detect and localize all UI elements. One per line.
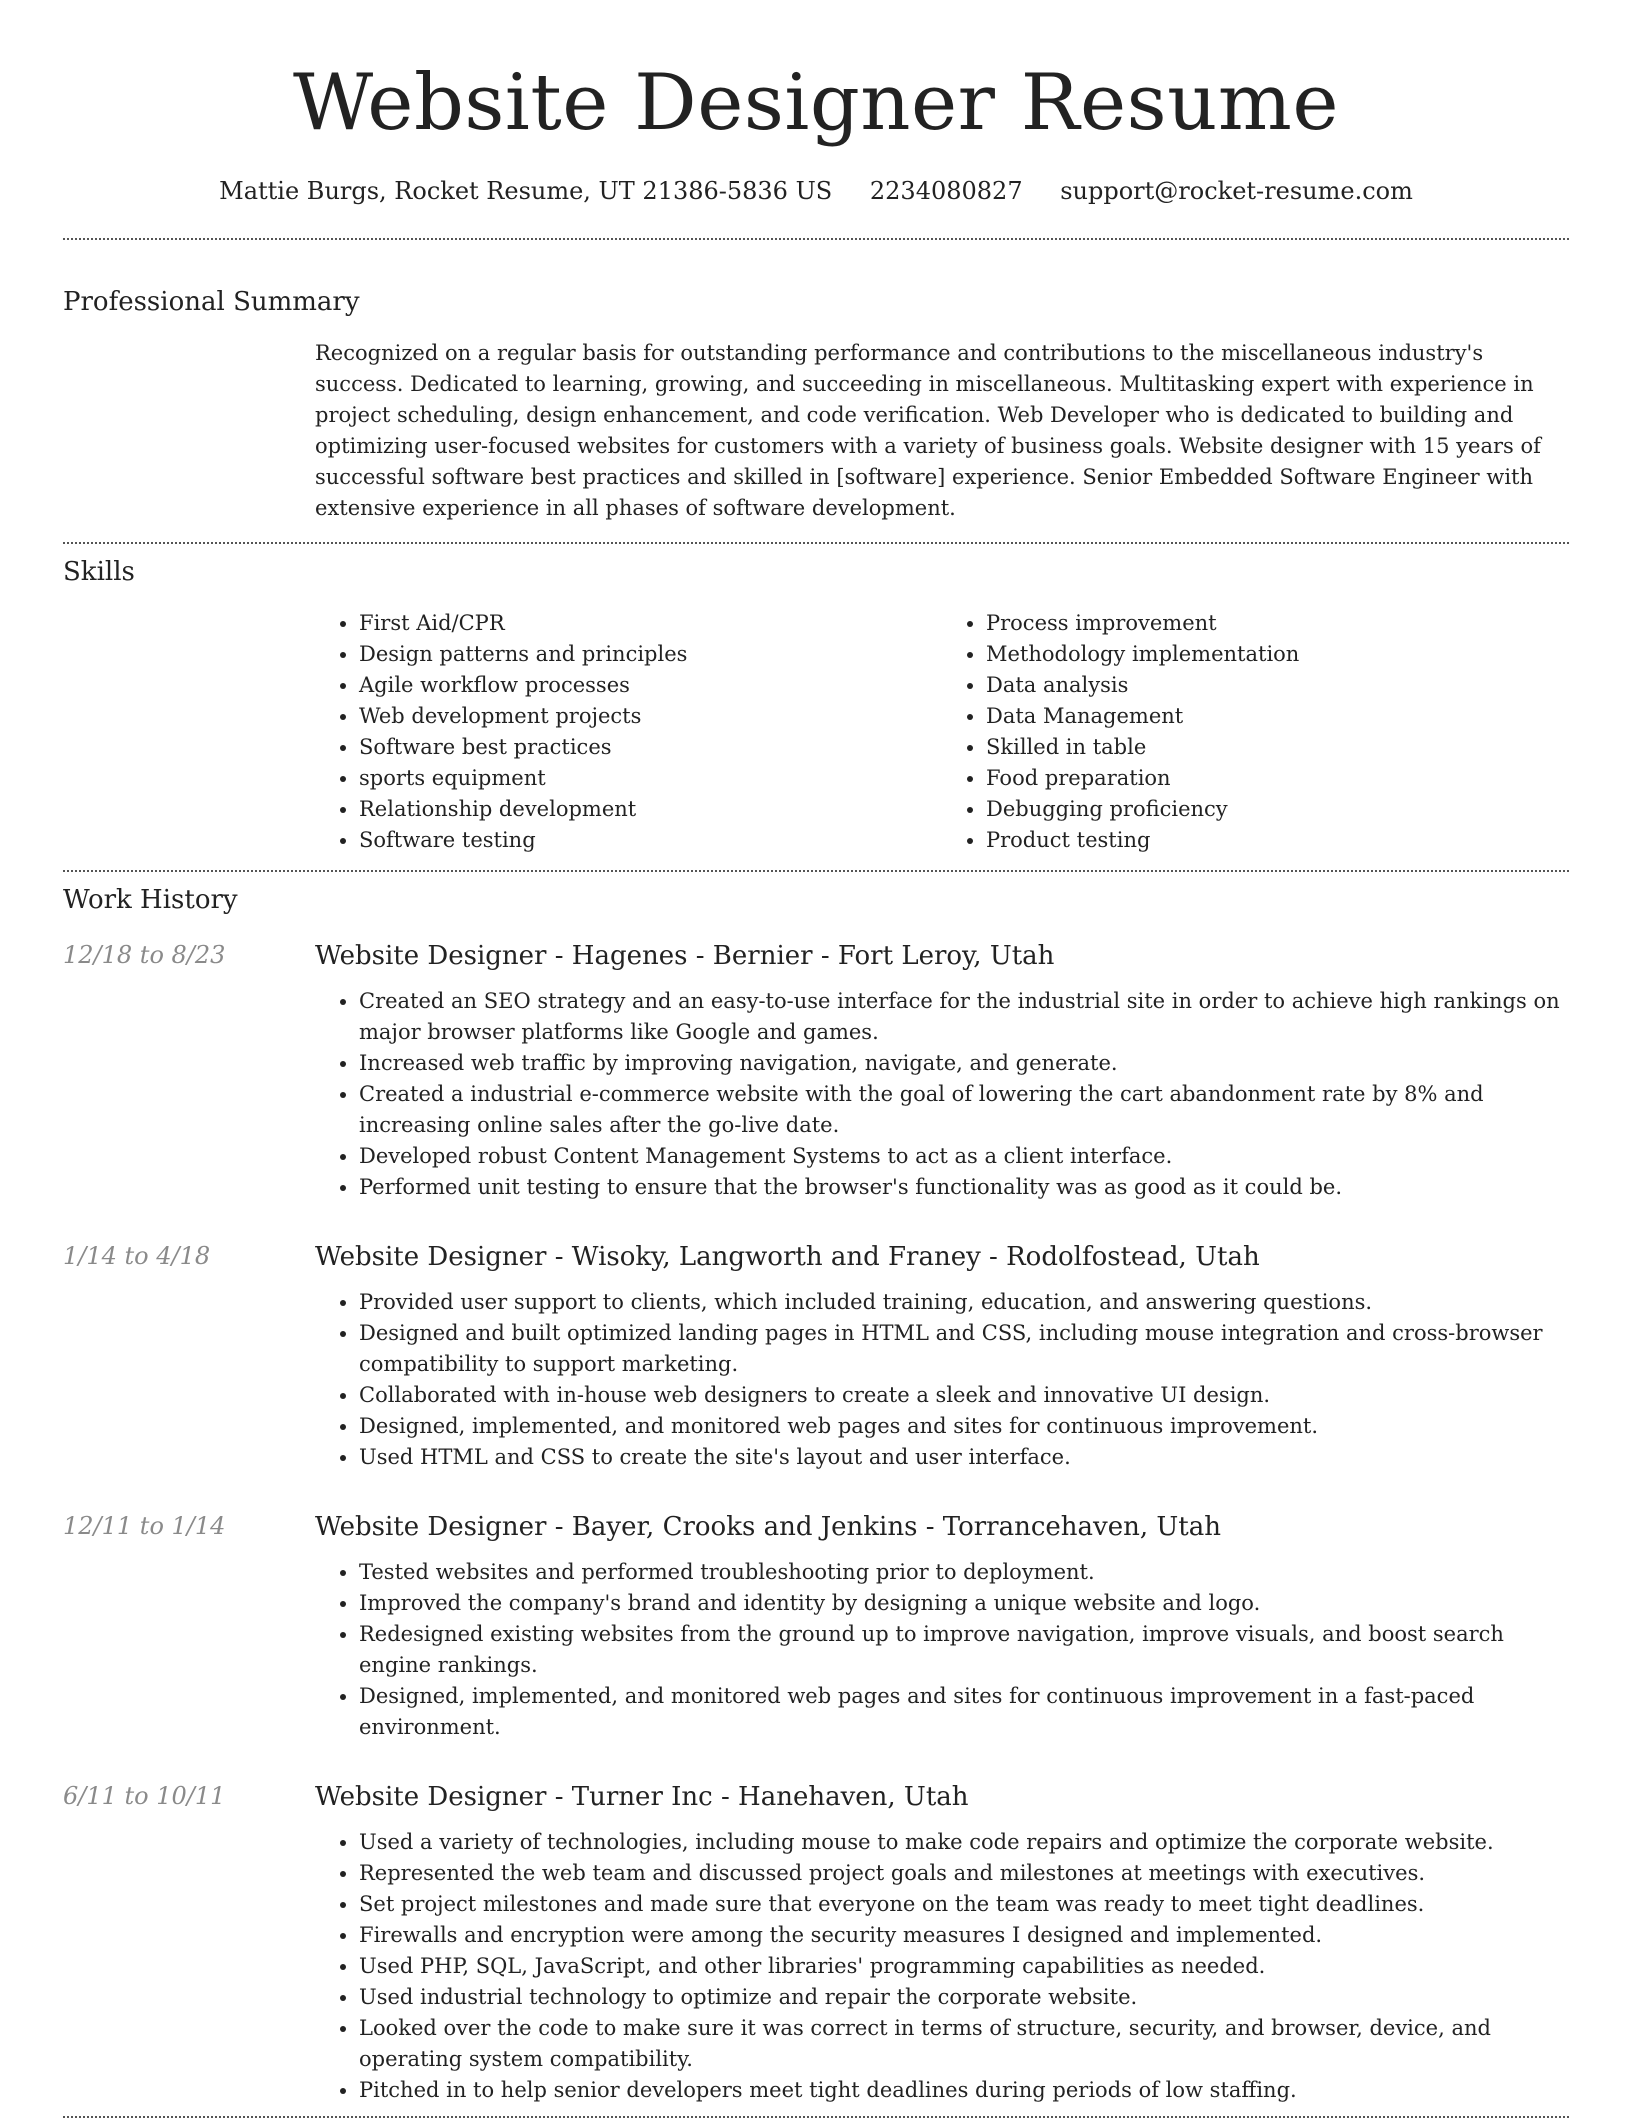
job-bullet: • Created a industrial e-commerce website with the goal of lowering the cart abandonment rate by 8% and increasing online sales after the go-live date. (359, 1079, 1569, 1141)
job-bullet: • Used PHP, SQL, JavaScript, and other libraries' programming capabilities as needed. (359, 1951, 1569, 1982)
job-dates: 6/11 to 10/11 (63, 1782, 226, 1810)
job-bullet: • Pitched in to help senior developers meet tight deadlines during periods of low staffing. (359, 2075, 1569, 2106)
resume-title: Website Designer Resume (292, 58, 1340, 148)
job-bullet: • Set project milestones and made sure that everyone on the team was ready to meet tight deadlines. (359, 1889, 1569, 1920)
job-bullet: • Developed robust Content Management Systems to act as a client interface. (359, 1141, 1569, 1172)
skills-heading: Skills (63, 557, 135, 587)
job-title: Website Designer - Bayer, Crooks and Jenkins - Torrancehaven, Utah (315, 1512, 1221, 1542)
job-entry (63, 1779, 1569, 2106)
summary-body (315, 338, 1569, 524)
work-heading: Work History (63, 885, 238, 915)
job-bullet: • Represented the web team and discussed project goals and milestones at meetings with executives. (359, 1858, 1569, 1889)
skills-left-column (315, 608, 942, 856)
job-bullets (315, 1827, 1569, 2106)
skills-right-column (942, 608, 1569, 856)
contact-phone: 2234080827 (869, 177, 1023, 205)
job-bullets (315, 1557, 1569, 1743)
skill-item: • Methodology implementation (986, 639, 1569, 670)
skills-grid (315, 608, 1569, 856)
skill-item: • Web development projects (359, 701, 942, 732)
job-bullets (315, 1287, 1569, 1473)
skill-item: • Debugging proficiency (986, 794, 1569, 825)
skill-item: • sports equipment (359, 763, 942, 794)
job-dates: 12/11 to 1/14 (63, 1512, 226, 1540)
job-title: Website Designer - Wisoky, Langworth and Franey - Rodolfostead, Utah (315, 1242, 1260, 1272)
job-bullet: • Increased web traffic by improving navigation, navigate, and generate. (359, 1048, 1569, 1079)
job-bullet: • Tested websites and performed troubleshooting prior to deployment. (359, 1557, 1569, 1588)
job-entry (63, 938, 1569, 1203)
job-bullet: • Used HTML and CSS to create the site's layout and user interface. (359, 1442, 1569, 1473)
job-bullet: • Collaborated with in-house web designers to create a sleek and innovative UI design. (359, 1380, 1569, 1411)
skill-item: • Software testing (359, 825, 942, 856)
job-title: Website Designer - Turner Inc - Hanehaven, Utah (315, 1782, 969, 1812)
skill-item: • Agile workflow processes (359, 670, 942, 701)
job-entry (63, 1509, 1569, 1743)
skill-item: • Relationship development (359, 794, 942, 825)
job-bullet: • Redesigned existing websites from the ground up to improve navigation, improve visuals, and boost search engine rankings. (359, 1619, 1569, 1681)
job-bullet: • Performed unit testing to ensure that the browser's functionality was as good as it could be. (359, 1172, 1569, 1203)
contact-address: Mattie Burgs, Rocket Resume, UT 21386-5836 US (219, 177, 833, 205)
work-section (63, 872, 1569, 2116)
job-bullet: • Improved the company's brand and identity by designing a unique website and logo. (359, 1588, 1569, 1619)
skill-item: • Food preparation (986, 763, 1569, 794)
job-bullet: • Used industrial technology to optimize and repair the corporate website. (359, 1982, 1569, 2013)
skill-item: • Process improvement (986, 608, 1569, 639)
skill-item: • Product testing (986, 825, 1569, 856)
skills-section (63, 544, 1569, 870)
job-bullet: • Designed, implemented, and monitored web pages and sites for continuous improvement. (359, 1411, 1569, 1442)
job-bullet: • Designed and built optimized landing pages in HTML and CSS, including mouse integration and cross-browser compatibility to support marketing. (359, 1318, 1569, 1380)
job-bullet: • Provided user support to clients, which included training, education, and answering questions. (359, 1287, 1569, 1318)
summary-section (63, 240, 1569, 542)
skill-item: • Data Management (986, 701, 1569, 732)
summary-text: Recognized on a regular basis for outstanding performance and contributions to the miscellaneous industry's success. Dedicated to learning, growing, and succeeding in miscellaneous. Multitasking expert with experience in project scheduling, design enhancement, and code verification. Web Developer who is dedicated to building and optimizing user-focused websites for customers with a variety of business goals. Website designer with 15 years of successful software best practices and skilled in [software] experience. Senior Embedded Software Engineer with extensive experience in all phases of software development. (315, 341, 1541, 520)
skill-item: • Skilled in table (986, 732, 1569, 763)
job-bullet: • Created an SEO strategy and an easy-to-use interface for the industrial site in order to achieve high rankings on major browser platforms like Google and games. (359, 986, 1569, 1048)
skill-item: • Software best practices (359, 732, 942, 763)
job-dates: 1/14 to 4/18 (63, 1242, 211, 1270)
skill-item: • Design patterns and principles (359, 639, 942, 670)
job-bullet: • Looked over the code to make sure it was correct in terms of structure, security, and browser, device, and operating system compatibility. (359, 2013, 1569, 2075)
job-dates: 12/18 to 8/23 (63, 941, 226, 969)
job-title: Website Designer - Hagenes - Bernier - Fort Leroy, Utah (315, 941, 1055, 971)
skill-item: • Data analysis (986, 670, 1569, 701)
job-bullets (315, 986, 1569, 1203)
job-bullet: • Firewalls and encryption were among the security measures I designed and implemented. (359, 1920, 1569, 1951)
job-entry (63, 1239, 1569, 1473)
summary-heading: Professional Summary (63, 287, 360, 317)
job-bullet: • Designed, implemented, and monitored web pages and sites for continuous improvement in a fast-paced environment. (359, 1681, 1569, 1743)
contact-line (63, 174, 1569, 208)
skill-item: • First Aid/CPR (359, 608, 942, 639)
contact-email: support@rocket-resume.com (1060, 177, 1413, 205)
job-bullet: • Used a variety of technologies, including mouse to make code repairs and optimize the corporate website. (359, 1827, 1569, 1858)
